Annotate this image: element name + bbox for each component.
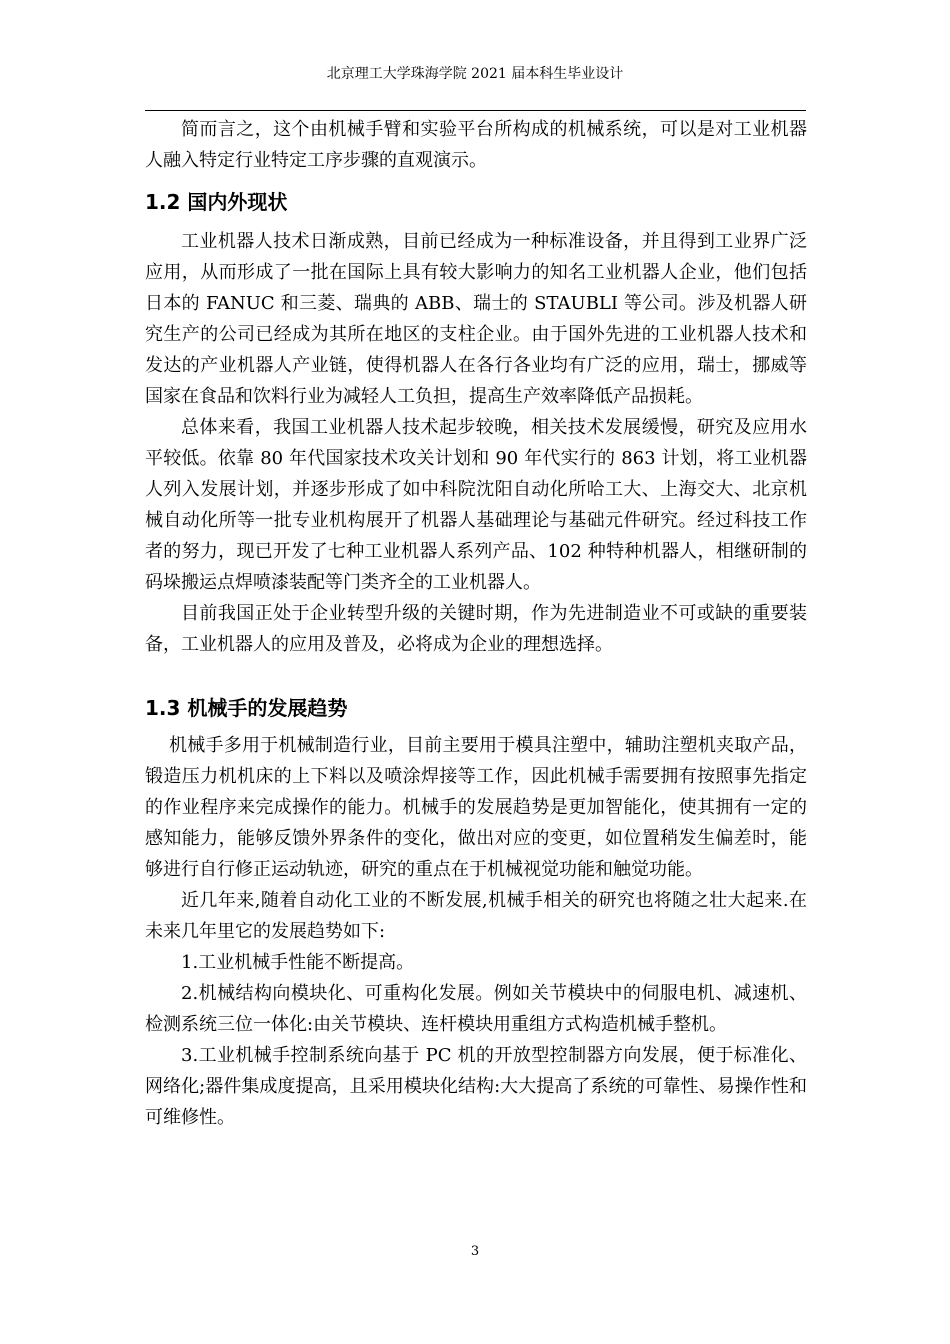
paragraph: 近几年来,随着自动化工业的不断发展,机械手相关的研究也将随之壮大起来.在未来几年里它的发展趋势如下: <box>145 890 807 942</box>
paragraph: 总体来看，我国工业机器人技术起步较晚，相关技术发展缓慢，研究及应用水平较低。依靠 80 年代国家技术攻关计划和 90 年代实行的 863 计划，将工业机器人列入发展计划，并逐步形成了如中科院沈阳自动化所哈工大、上海交大、北京机械自动化所等一批专业机构展开了机器人基础理论与基础元件研究。经过科技工作者的努力，现已开发了七种工业机器人系列产品、102 种特种机器人，相继研制的码垛搬运点焊喷漆装配等门类齐全的工业机器人。 <box>145 417 807 593</box>
paragraph: 工业机器人技术日渐成熟，目前已经成为一种标准设备，并且得到工业界广泛应用，从而形成了一批在国际上具有较大影响力的知名工业机器人企业，他们包括日本的 FANUC 和三菱、瑞典的 ABB、瑞士的 STAUBLI 等公司。涉及机器人研究生产的公司已经成为其所在地区的支柱企业。由于国外先进的工业机器人技术和发达的产业机器人产业链，使得机器人在各行各业均有广泛的应用，瑞士，挪威等国家在食品和饮料行业为减轻人工负担，提高生产效率降低产品损耗。 <box>145 231 807 407</box>
list-item: 2.机械结构向模块化、可重构化发展。例如关节模块中的伺服电机、减速机、检测系统三位一体化:由关节模块、连杆模块用重组方式构造机械手整机。 <box>145 983 807 1035</box>
running-header: 北京理工大学珠海学院 2021 届本科生毕业设计 <box>326 66 624 82</box>
section-heading-1-3: 1.3 机械手的发展趋势 <box>145 696 348 720</box>
page-content <box>145 114 807 1133</box>
paragraph: 机械手多用于机械制造行业，目前主要用于模具注塑中，辅助注塑机夹取产品，锻造压力机机床的上下料以及喷涂焊接等工作，因此机械手需要拥有按照事先指定的作业程序来完成操作的能力。机械手的发展趋势是更加智能化，使其拥有一定的感知能力，能够反馈外界条件的变化，做出对应的变更，如位置稍发生偏差时，能够进行自行修正运动轨迹，研究的重点在于机械视觉功能和触觉功能。 <box>145 735 807 880</box>
intro-paragraph: 简而言之，这个由机械手臂和实验平台所构成的机械系统，可以是对工业机器人融入特定行业特定工序步骤的直观演示。 <box>145 119 807 171</box>
list-item: 1.工业机械手性能不断提高。 <box>181 952 415 973</box>
page-number: 3 <box>470 1244 480 1259</box>
paragraph: 目前我国正处于企业转型升级的关键时期，作为先进制造业不可或缺的重要装备，工业机器人的应用及普及，必将成为企业的理想选择。 <box>145 603 807 655</box>
list-item: 3.工业机械手控制系统向基于 PC 机的开放型控制器方向发展，便于标准化、网络化;器件集成度提高，且采用模块化结构:大大提高了系统的可靠性、易操作性和可维修性。 <box>145 1045 807 1128</box>
header-rule <box>145 110 806 111</box>
section-heading-1-2: 1.2 国内外现状 <box>145 190 288 214</box>
